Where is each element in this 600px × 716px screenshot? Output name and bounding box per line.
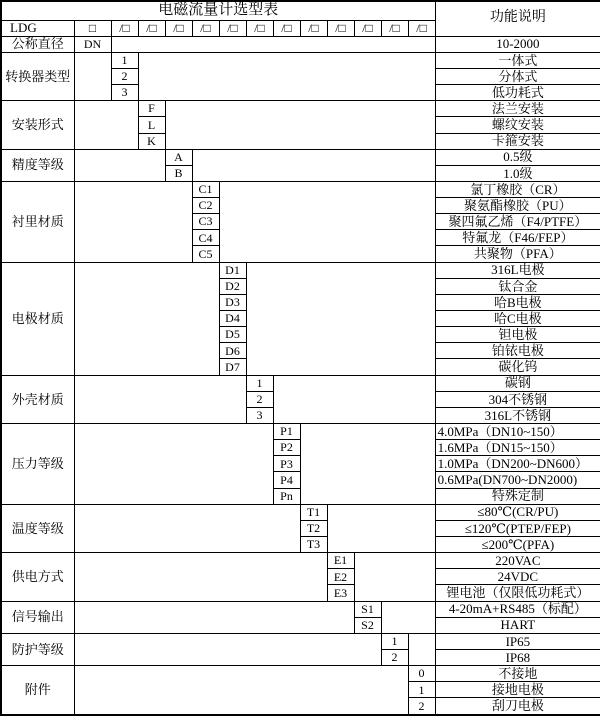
function-cell: 接地电极: [435, 682, 600, 698]
code-cell: 1: [246, 375, 273, 391]
table-row: [1, 101, 600, 117]
code-cell: 1: [408, 682, 435, 698]
code-cell: D6: [219, 343, 246, 359]
table-row: [1, 666, 600, 682]
code-cell: C2: [192, 198, 219, 214]
group-label: 外壳材质: [1, 375, 74, 423]
filler-right: [165, 101, 435, 149]
code-cell: P2: [273, 440, 300, 456]
table-row: [1, 633, 600, 649]
filler-left: [74, 52, 111, 100]
function-cell: 10-2000: [435, 36, 600, 52]
function-cell: 卡箍安装: [435, 133, 600, 149]
group-label: 转换器类型: [1, 52, 74, 100]
table-row: [1, 504, 600, 520]
model-box-first: □: [74, 20, 111, 36]
code-cell: T3: [300, 537, 327, 553]
code-cell: 2: [381, 650, 408, 666]
function-cell: 钽电极: [435, 327, 600, 343]
code-cell: 2: [246, 391, 273, 407]
filler-left: [74, 149, 165, 181]
function-cell: 聚氨酯橡胶（PU）: [435, 198, 600, 214]
filler-left: [74, 181, 192, 262]
table-row: [1, 262, 600, 278]
model-box-slash: /□: [381, 20, 408, 36]
function-cell: 哈C电极: [435, 311, 600, 327]
model-box-slash: /□: [273, 20, 300, 36]
filler-right: [327, 504, 435, 552]
code-cell: 1: [111, 52, 138, 68]
function-cell: 304不锈钢: [435, 391, 600, 407]
function-cell: 低功耗式: [435, 85, 600, 101]
code-cell: L: [138, 117, 165, 133]
filler-right: [246, 262, 435, 375]
model-box-slash: /□: [327, 20, 354, 36]
group-label: 信号输出: [1, 601, 74, 633]
code-cell: 2: [111, 68, 138, 84]
function-cell: 锂电池（仅限低功耗式）: [435, 585, 600, 601]
function-cell: 聚四氟乙烯（F4/PTFE）: [435, 214, 600, 230]
model-box-slash: /□: [111, 20, 138, 36]
function-cell: 1.6MPa（DN15~150）: [435, 440, 600, 456]
function-cell: 共聚物（PFA）: [435, 246, 600, 262]
code-cell: E2: [327, 569, 354, 585]
code-cell: Pn: [273, 488, 300, 504]
filler-left: [74, 633, 381, 665]
code-cell: C1: [192, 181, 219, 197]
function-cell: 法兰安装: [435, 101, 600, 117]
filler-right: [111, 36, 435, 52]
function-cell: 铂铱电极: [435, 343, 600, 359]
model-prefix: LDG: [1, 20, 74, 36]
function-cell: 特氟龙（F46/FEP）: [435, 230, 600, 246]
table-row: [1, 553, 600, 569]
table-row: [1, 36, 600, 52]
code-cell: S2: [354, 617, 381, 633]
code-cell: A: [165, 149, 192, 165]
group-label: 附件: [1, 666, 74, 715]
code-cell: DN: [74, 36, 111, 52]
table-row: [1, 149, 600, 165]
function-cell: ≤80℃(CR/PU): [435, 504, 600, 520]
model-box-slash: /□: [219, 20, 246, 36]
model-box-slash: /□: [354, 20, 381, 36]
table-row: [1, 52, 600, 68]
code-cell: K: [138, 133, 165, 149]
filler-right: [273, 375, 435, 423]
function-cell: IP65: [435, 633, 600, 649]
code-cell: 3: [246, 407, 273, 423]
code-cell: S1: [354, 601, 381, 617]
table-row: [1, 181, 600, 197]
code-cell: D7: [219, 359, 246, 375]
filler-right: [381, 601, 435, 633]
code-cell: 3: [111, 85, 138, 101]
group-label: 安装形式: [1, 101, 74, 149]
table-row: [1, 424, 600, 440]
function-cell: HART: [435, 617, 600, 633]
function-cell: 1.0MPa（DN200~DN600）: [435, 456, 600, 472]
function-cell: 刮刀电极: [435, 698, 600, 715]
code-cell: T2: [300, 520, 327, 536]
code-cell: C3: [192, 214, 219, 230]
code-cell: E3: [327, 585, 354, 601]
code-cell: C5: [192, 246, 219, 262]
function-cell: 4.0MPa（DN10~150）: [435, 424, 600, 440]
code-cell: 2: [408, 698, 435, 715]
filler-left: [74, 601, 354, 633]
filler-right: [300, 424, 435, 505]
code-cell: 0: [408, 666, 435, 682]
group-label: 压力等级: [1, 424, 74, 505]
function-cell: 316L不锈钢: [435, 407, 600, 423]
group-label: 公称直径: [1, 36, 74, 52]
filler-left: [74, 424, 273, 505]
group-label: 供电方式: [1, 553, 74, 601]
code-cell: C4: [192, 230, 219, 246]
filler-right: [219, 181, 435, 262]
code-cell: D4: [219, 311, 246, 327]
filler-left: [74, 553, 327, 601]
model-box-slash: /□: [192, 20, 219, 36]
code-cell: B: [165, 165, 192, 181]
filler-right: [408, 633, 435, 665]
function-cell: 分体式: [435, 68, 600, 84]
function-cell: IP68: [435, 650, 600, 666]
function-cell: 哈B电极: [435, 294, 600, 310]
code-cell: F: [138, 101, 165, 117]
table-row: [1, 601, 600, 617]
filler-left: [74, 666, 408, 715]
code-cell: P3: [273, 456, 300, 472]
code-cell: T1: [300, 504, 327, 520]
model-box-slash: /□: [138, 20, 165, 36]
function-cell: 钛合金: [435, 278, 600, 294]
function-cell: 碳钢: [435, 375, 600, 391]
function-cell: 4-20mA+RS485（标配）: [435, 601, 600, 617]
filler-right: [138, 52, 435, 100]
model-box-slash: /□: [246, 20, 273, 36]
function-cell: ≤200℃(PFA): [435, 537, 600, 553]
function-cell: 0.6MPa(DN700~DN2000): [435, 472, 600, 488]
function-cell: 碳化钨: [435, 359, 600, 375]
group-label: 衬里材质: [1, 181, 74, 262]
code-cell: D1: [219, 262, 246, 278]
function-header: 功能说明: [435, 1, 600, 36]
code-cell: P4: [273, 472, 300, 488]
group-label: 温度等级: [1, 504, 74, 552]
function-cell: ≤120℃(PTEP/FEP): [435, 520, 600, 536]
function-cell: 一体式: [435, 52, 600, 68]
filler-left: [74, 375, 246, 423]
code-cell: D3: [219, 294, 246, 310]
group-label: 电极材质: [1, 262, 74, 375]
function-cell: 316L电极: [435, 262, 600, 278]
function-cell: 不接地: [435, 666, 600, 682]
filler-left: [74, 504, 300, 552]
code-cell: E1: [327, 553, 354, 569]
table-row: [1, 375, 600, 391]
filler-left: [74, 262, 219, 375]
code-cell: D5: [219, 327, 246, 343]
filler-left: [74, 101, 138, 149]
function-cell: 1.0级: [435, 165, 600, 181]
model-box-slash: /□: [165, 20, 192, 36]
code-cell: 1: [381, 633, 408, 649]
function-cell: 氯丁橡胶（CR）: [435, 181, 600, 197]
function-cell: 220VAC: [435, 553, 600, 569]
function-cell: 特殊定制: [435, 488, 600, 504]
code-cell: P1: [273, 424, 300, 440]
function-cell: 螺纹安装: [435, 117, 600, 133]
function-cell: 0.5级: [435, 149, 600, 165]
function-cell: 24VDC: [435, 569, 600, 585]
table-title: 电磁流量计选型表: [1, 1, 435, 20]
group-label: 精度等级: [1, 149, 74, 181]
model-box-slash: /□: [300, 20, 327, 36]
code-cell: D2: [219, 278, 246, 294]
group-label: 防护等级: [1, 633, 74, 665]
model-box-slash: /□: [408, 20, 435, 36]
filler-right: [354, 553, 435, 601]
title-row: [1, 1, 600, 20]
filler-right: [192, 149, 435, 181]
